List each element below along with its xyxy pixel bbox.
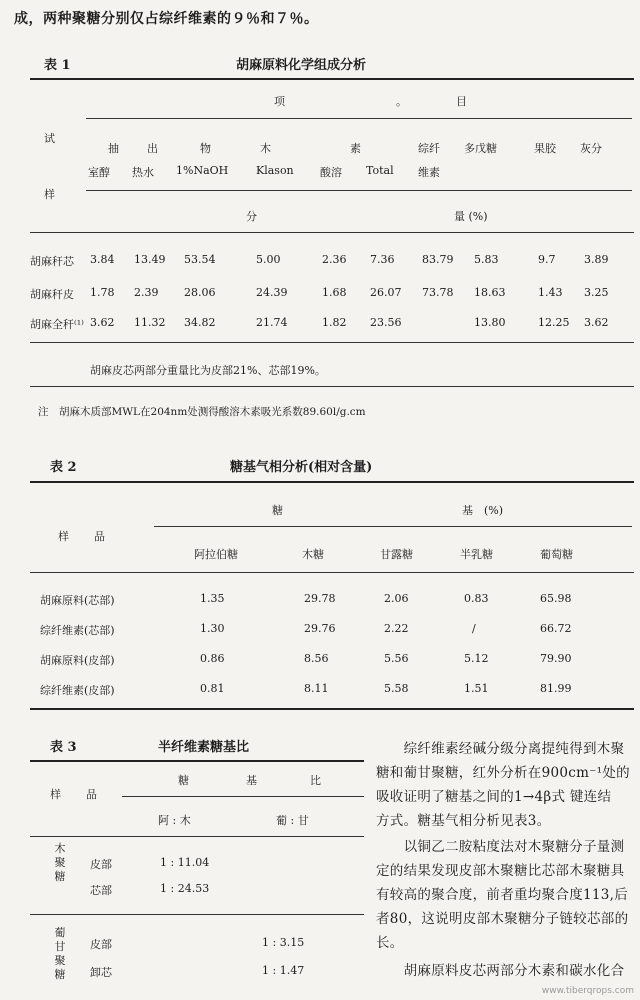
text-line: 者80，这说明皮部木聚糖分子链较芯部的	[376, 911, 629, 927]
table-1-h-zongxian: 综纤	[418, 142, 440, 155]
cell: 53.54	[184, 253, 216, 266]
table-1-h-duotang: 多戊糖	[464, 142, 497, 155]
cell: 0.81	[200, 682, 225, 695]
cell: 3.89	[584, 253, 609, 266]
cell: 29.78	[304, 592, 336, 605]
cell: 79.90	[540, 652, 572, 665]
watermark: www.tiberqrops.com	[541, 986, 634, 996]
table-3-label: 表 3	[50, 740, 77, 755]
cell: 9.7	[538, 253, 556, 266]
text-line: 吸收证明了糖基之间的1→4β式 键连结	[376, 789, 612, 805]
table-3-group-rule	[30, 914, 364, 915]
table-1-body-rule	[30, 232, 634, 233]
cell: 3.62	[584, 316, 609, 329]
cell: 2.22	[384, 622, 409, 635]
table-1-title: 胡麻原料化学组成分析	[236, 58, 367, 73]
table-1-h-mu: 木	[260, 142, 271, 155]
row-part: 卸芯	[90, 966, 112, 979]
row-name: 综纤维素(皮部)	[40, 684, 115, 697]
table-2-stub: 样 品	[58, 530, 106, 543]
cell: 8.56	[304, 652, 329, 665]
table-1-header-rule	[86, 118, 632, 119]
cell: 12.25	[538, 316, 570, 329]
cell: 5.56	[384, 652, 409, 665]
table-2-h-ji: 基 (%)	[462, 504, 504, 517]
row-name: 综纤维素(芯部)	[40, 624, 115, 637]
table-3-title: 半纤维素糖基比	[158, 740, 250, 755]
table-2-col: 葡萄糖	[540, 548, 573, 561]
cell: 29.76	[304, 622, 336, 635]
cell: 34.82	[184, 316, 216, 329]
cell: 5.12	[464, 652, 489, 665]
table-2-bottom-rule	[30, 708, 634, 710]
cell: 1 : 1.47	[262, 964, 305, 977]
table-1-stub-shi: 试	[44, 132, 55, 145]
cell: 0.83	[464, 592, 489, 605]
table-1-h-choutu: 抽 出	[108, 142, 160, 155]
cell: 13.80	[474, 316, 506, 329]
cell: 8.11	[304, 682, 329, 695]
table-3-body-rule	[30, 836, 364, 837]
cell: 13.49	[134, 253, 166, 266]
table-2-top-rule	[30, 481, 634, 483]
text-line: 以铜乙二胺粘度法对木聚糖分子量测	[376, 839, 625, 855]
text-line: 长。	[376, 935, 404, 951]
text-line: 定的结果发现皮部木聚糖比芯部木聚糖具	[376, 863, 625, 879]
cell: 26.07	[370, 286, 402, 299]
table-1-sub-col: 热水	[132, 166, 154, 179]
table-1-sub-col: 室醇	[88, 166, 110, 179]
table-1-header-mu: 目	[456, 95, 467, 108]
cell: /	[472, 622, 476, 635]
cell: 21.74	[256, 316, 288, 329]
cell: 2.06	[384, 592, 409, 605]
table-1-liang: 量 (%)	[454, 210, 488, 223]
cell: 18.63	[474, 286, 506, 299]
cell: 28.06	[184, 286, 216, 299]
cell: 3.62	[90, 316, 115, 329]
cell: 2.39	[134, 286, 159, 299]
cell: 73.78	[422, 286, 454, 299]
table-2-label: 表 2	[50, 460, 77, 475]
table-1-header-xiang: 项	[274, 95, 285, 108]
row-name: 胡麻原料(皮部)	[40, 654, 115, 667]
cell: 11.32	[134, 316, 166, 329]
cell: 1.82	[322, 316, 347, 329]
cell: 3.84	[90, 253, 115, 266]
cell: 3.25	[584, 286, 609, 299]
table-2-title: 糖基气相分析(相对含量)	[230, 460, 373, 475]
table-1-label: 表 1	[44, 58, 71, 73]
table-2-col: 阿拉伯糖	[194, 548, 238, 561]
row-name: 胡麻原料(芯部)	[40, 594, 115, 607]
table-1-h-huifen: 灰分	[580, 142, 602, 155]
cell: 1.68	[322, 286, 347, 299]
table-1-note2: 注 胡麻木质部MWL在204nm处测得酸溶木素吸光系数89.60l/g.cm	[38, 406, 366, 418]
cell: 1 : 3.15	[262, 936, 305, 949]
cell: 1 : 11.04	[160, 856, 210, 869]
table-2-col: 木糖	[302, 548, 324, 561]
table-2-col: 半乳糖	[460, 548, 493, 561]
table-1-sub-col: Klason	[256, 164, 294, 177]
table-2-h-tang: 糖	[272, 504, 283, 517]
cell: 0.86	[200, 652, 225, 665]
cell: 1.51	[464, 682, 489, 695]
table-1-stub-yang: 样	[44, 188, 55, 201]
cell: 5.58	[384, 682, 409, 695]
text-line: 胡麻原料皮芯两部分木素和碳水化合	[376, 963, 625, 979]
cell: 5.83	[474, 253, 499, 266]
text-line: 方式。糖基气相分析见表3。	[376, 813, 551, 829]
row-name: 胡麻秆芯	[30, 255, 74, 268]
table-3-col-b: 葡 : 甘	[276, 814, 309, 827]
table-3-col-a: 阿 : 木	[158, 814, 191, 827]
table-3-h-tang: 糖	[178, 774, 189, 787]
cell: 7.36	[370, 253, 395, 266]
row-name: 胡麻秆皮	[30, 288, 74, 301]
cell: 23.56	[370, 316, 402, 329]
row-part: 皮部	[90, 858, 112, 871]
cell: 65.98	[540, 592, 572, 605]
table-3-group-xylan: 木聚糖	[54, 842, 66, 883]
row-name: 胡麻全秆⁽¹⁾	[30, 318, 84, 331]
cell: 66.72	[540, 622, 572, 635]
text-line: 糖和葡甘聚糖，红外分析在900cm⁻¹处的	[376, 765, 630, 781]
row-part: 芯部	[90, 884, 112, 897]
cell: 81.99	[540, 682, 572, 695]
table-1-top-rule	[30, 78, 634, 80]
table-1-header-dot: 。	[396, 95, 407, 108]
cell: 83.79	[422, 253, 454, 266]
table-2-body-rule	[30, 572, 634, 573]
cell: 1.35	[200, 592, 225, 605]
row-part: 皮部	[90, 938, 112, 951]
table-1-h-weisu: 维素	[418, 166, 440, 179]
table-1-fen: 分	[246, 210, 257, 223]
table-1-sub-col: 酸溶	[320, 166, 342, 179]
table-1-h-guojiao: 果胶	[534, 142, 556, 155]
table-2-col: 甘露糖	[380, 548, 413, 561]
intro-text: 成，两种聚糖分别仅占综纤维素的９％和７％。	[14, 11, 319, 27]
table-1-h-wu: 物	[200, 142, 211, 155]
table-1-bottom-rule	[30, 342, 634, 343]
cell: 1.30	[200, 622, 225, 635]
table-3-h-ji: 基	[246, 774, 257, 787]
text-line: 综纤维素经碱分级分离提纯得到木聚	[376, 741, 625, 757]
table-3-stub: 样 品	[50, 788, 98, 801]
table-1-sub-rule	[86, 190, 632, 191]
table-1-h-su: 素	[350, 142, 361, 155]
cell: 2.36	[322, 253, 347, 266]
table-3-h-bi: 比	[310, 774, 321, 787]
cell: 1.78	[90, 286, 115, 299]
table-3-header-rule	[122, 796, 364, 797]
table-3-top-rule	[30, 760, 364, 762]
cell: 1.43	[538, 286, 563, 299]
table-2-header-rule	[154, 526, 632, 527]
table-1-sub-col: 1%NaOH	[176, 164, 229, 177]
cell: 1 : 24.53	[160, 882, 210, 895]
cell: 24.39	[256, 286, 288, 299]
table-1-sub-col: Total	[366, 164, 394, 177]
cell: 5.00	[256, 253, 281, 266]
table-1-note-rule	[30, 386, 634, 387]
table-1-note1: 胡麻皮芯两部分重量比为皮部21%、芯部19%。	[90, 364, 326, 377]
table-3-group-glucomannan: 葡甘聚糖	[54, 926, 66, 981]
text-line: 有较高的聚合度，前者重均聚合度113,后	[376, 887, 629, 903]
